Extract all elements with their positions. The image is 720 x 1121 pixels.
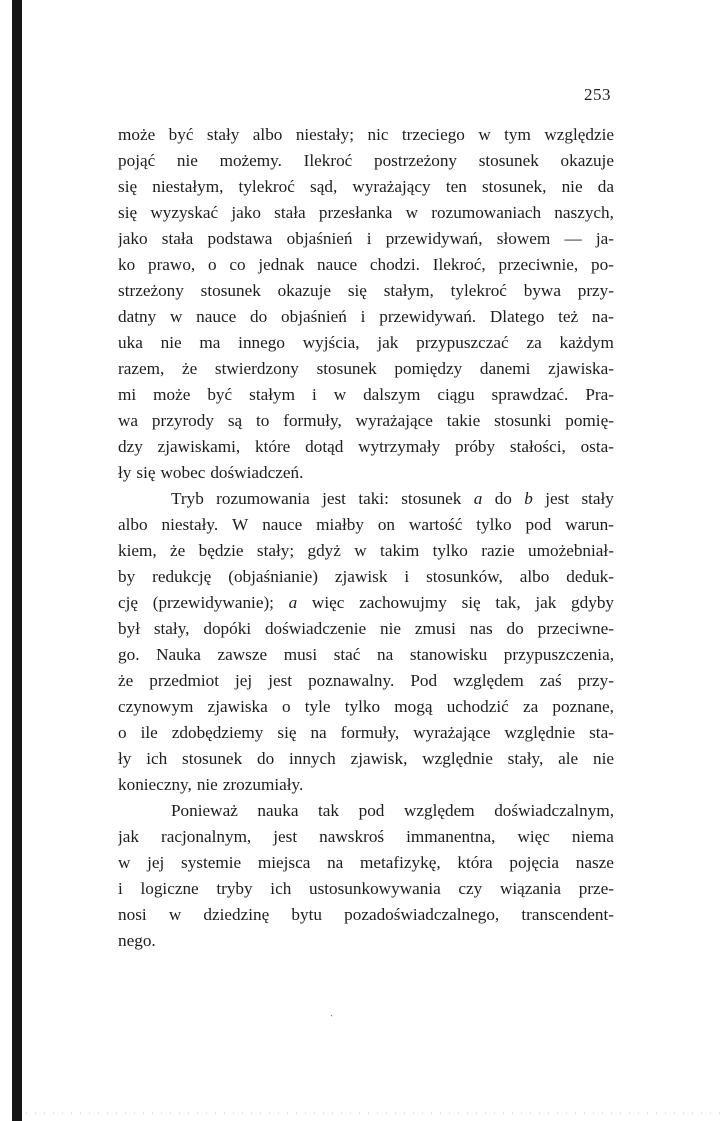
- word: ły: [118, 749, 132, 768]
- word: pomię-: [565, 411, 614, 430]
- word: razem,: [118, 359, 165, 378]
- word: nie: [379, 619, 401, 638]
- word: nie: [592, 749, 614, 768]
- word: objaśnień: [286, 229, 353, 248]
- word: za: [526, 333, 542, 352]
- word: względem: [453, 671, 524, 690]
- word: jej: [234, 671, 253, 690]
- word: wa: [118, 411, 139, 430]
- text-line: [118, 356, 614, 382]
- word: nawskroś: [319, 827, 385, 846]
- text-line: [118, 798, 614, 824]
- word: okazuje: [560, 151, 614, 170]
- text-line: [118, 590, 614, 616]
- word: prawo,: [147, 255, 196, 274]
- word: takim: [380, 541, 420, 560]
- word: się: [277, 723, 297, 742]
- word: tym: [504, 125, 531, 144]
- word: stałym,: [383, 281, 434, 300]
- word: doświadczeń.: [210, 463, 304, 482]
- word: niema: [571, 827, 614, 846]
- word: więc: [311, 593, 345, 612]
- word: stałym: [249, 385, 295, 404]
- text-line: [118, 226, 614, 252]
- word: miałby: [316, 515, 364, 534]
- word: ile: [140, 723, 158, 742]
- word: konieczny,: [118, 775, 192, 794]
- word: się: [118, 203, 138, 222]
- word: jednak: [258, 255, 305, 274]
- word: względem: [403, 801, 475, 820]
- paragraph: [118, 798, 614, 954]
- word: do: [506, 619, 524, 638]
- word: innego: [238, 333, 285, 352]
- word: by: [118, 567, 136, 586]
- word: czy: [458, 879, 483, 898]
- word: i: [118, 879, 123, 898]
- word: mi: [118, 385, 137, 404]
- word: pomiędzy: [394, 359, 463, 378]
- word: wobec: [160, 463, 206, 482]
- word: się: [136, 463, 156, 482]
- word: stały: [581, 489, 614, 508]
- word: jako: [118, 229, 148, 248]
- word: dopóki: [203, 619, 252, 638]
- word: tyle: [304, 697, 331, 716]
- word: zmusi: [414, 619, 456, 638]
- word: względnie: [422, 749, 493, 768]
- word: deduk-: [566, 567, 614, 586]
- word: bytu: [291, 905, 322, 924]
- word: nauka: [257, 801, 299, 820]
- text-line: [118, 772, 614, 798]
- text-line: [118, 850, 614, 876]
- word: metafizykę,: [360, 853, 441, 872]
- word: redukcję: [152, 567, 212, 586]
- word: wiązania: [499, 879, 562, 898]
- word: o: [281, 697, 291, 716]
- word: wyzyskać: [150, 203, 219, 222]
- word: przeciwnie,: [498, 255, 579, 274]
- word: gdyby: [571, 593, 614, 612]
- word: doświadczenie: [264, 619, 367, 638]
- word: za: [522, 697, 539, 716]
- word: chodzi.: [369, 255, 420, 274]
- word: zawsze: [217, 645, 268, 664]
- word: nie: [561, 177, 583, 196]
- word: uka: [118, 333, 143, 352]
- word: na: [377, 645, 394, 664]
- word: może: [118, 125, 156, 144]
- word: sta-: [589, 723, 614, 742]
- word: postrzeżony: [373, 151, 458, 170]
- word: przy-: [577, 281, 614, 300]
- word: gdyż: [307, 541, 341, 560]
- word: będzie: [198, 541, 244, 560]
- word: musi: [283, 645, 318, 664]
- word: pod: [525, 515, 552, 534]
- word: i: [311, 385, 317, 404]
- text-line: [118, 746, 614, 772]
- word: w: [354, 541, 367, 560]
- word: przypuszczenia,: [503, 645, 614, 664]
- word: niestałym,: [152, 177, 224, 196]
- word: do: [250, 307, 268, 326]
- word: w: [168, 905, 182, 924]
- word: przewidywań.: [379, 307, 477, 326]
- word: jak: [535, 593, 557, 612]
- word: Ponieważ: [171, 801, 238, 820]
- word: ja-: [595, 229, 614, 248]
- word: osta-: [580, 437, 614, 456]
- word: czynowym: [118, 697, 194, 716]
- word: możemy.: [219, 151, 282, 170]
- word: logiczne: [140, 879, 199, 898]
- text-line: [118, 564, 614, 590]
- word: stała: [161, 229, 194, 248]
- word: o: [208, 255, 217, 274]
- word: tylko: [476, 515, 512, 534]
- word: zjawisk: [334, 567, 388, 586]
- word: ko: [118, 255, 136, 274]
- word: względzie: [544, 125, 614, 144]
- word: immanentna,: [406, 827, 496, 846]
- word: niestały;: [295, 125, 355, 144]
- word: w: [118, 853, 131, 872]
- word: względnie: [504, 723, 576, 742]
- word: nauce: [317, 255, 358, 274]
- word: Dlatego: [489, 307, 545, 326]
- word: wytrzymały: [358, 437, 441, 456]
- word: być: [168, 125, 194, 144]
- word: stwierdzony: [214, 359, 299, 378]
- word: dzy: [118, 437, 143, 456]
- page-number: 253: [584, 85, 611, 104]
- word: był: [118, 619, 140, 638]
- word: takie: [446, 411, 481, 430]
- text-line: [118, 512, 614, 538]
- word: stosunek: [316, 359, 377, 378]
- word: albo: [519, 567, 550, 586]
- word: zjawiska: [207, 697, 268, 716]
- word: pojęcia: [509, 853, 560, 872]
- text-line: [118, 538, 614, 564]
- word: stały,: [507, 749, 544, 768]
- word: dotąd: [305, 437, 344, 456]
- text-line: [118, 902, 614, 928]
- word: w: [169, 307, 183, 326]
- word: stały,: [153, 619, 190, 638]
- word: tylko: [344, 697, 381, 716]
- word: transcendent-: [521, 905, 614, 924]
- word: zdobędziemy: [171, 723, 264, 742]
- word: ich: [270, 879, 292, 898]
- word: ich: [146, 749, 168, 768]
- word: są: [227, 411, 243, 430]
- word: nie: [176, 151, 198, 170]
- word: stać: [333, 645, 361, 664]
- word: Pod: [410, 671, 438, 690]
- word: po-: [590, 255, 614, 274]
- word: albo: [252, 125, 283, 144]
- word: więc: [517, 827, 550, 846]
- word: cję: [118, 593, 139, 612]
- word: strzeżony: [118, 281, 184, 300]
- word: jest: [322, 489, 346, 508]
- word: zjawisk,: [350, 749, 408, 768]
- word: formuły,: [283, 411, 342, 430]
- word: b: [524, 489, 533, 508]
- word: stosunek: [200, 281, 261, 300]
- word: umożebniał-: [528, 541, 614, 560]
- text-line: [118, 694, 614, 720]
- text-line: [118, 122, 614, 148]
- word: W: [232, 515, 249, 534]
- word: to: [256, 411, 270, 430]
- word: pod: [358, 801, 385, 820]
- word: doświadczalnym,: [494, 801, 614, 820]
- word: stały: [206, 125, 240, 144]
- word: —: [564, 229, 582, 248]
- word: (objaśnianie): [228, 567, 318, 586]
- word: słowem: [496, 229, 551, 248]
- word: stosunki: [494, 411, 552, 430]
- word: co: [229, 255, 246, 274]
- word: może: [153, 385, 191, 404]
- word: przyrody: [151, 411, 214, 430]
- word: wyjścia,: [302, 333, 360, 352]
- word: systemie: [181, 853, 242, 872]
- word: ustosunkowywania: [308, 879, 441, 898]
- word: wartość: [408, 515, 463, 534]
- ink-speck: ˏ: [330, 1006, 334, 1017]
- word: Nauka: [156, 645, 201, 664]
- word: racjonalnym,: [161, 827, 252, 846]
- word: nosi: [118, 905, 147, 924]
- word: tak: [318, 801, 340, 820]
- word: że: [118, 671, 134, 690]
- text-line: [118, 460, 614, 486]
- word: być: [207, 385, 233, 404]
- word: albo: [118, 515, 148, 534]
- text-line: [118, 200, 614, 226]
- word: da: [597, 177, 614, 196]
- text-line: [118, 876, 614, 902]
- word: zjawiska-: [548, 359, 614, 378]
- word: objaśnień: [281, 307, 347, 326]
- word: wyrażające: [355, 411, 433, 430]
- word: na: [310, 723, 327, 742]
- word: nauce: [262, 515, 303, 534]
- paragraph: [118, 122, 614, 486]
- text-line: [118, 148, 614, 174]
- word: datny: [118, 307, 157, 326]
- word: ten: [445, 177, 467, 196]
- word: w: [405, 203, 419, 222]
- word: on: [377, 515, 396, 534]
- word: też: [558, 307, 579, 326]
- word: przeciwne-: [537, 619, 614, 638]
- word: stanowisku: [409, 645, 488, 664]
- word: zaś: [539, 671, 562, 690]
- text-line: [118, 486, 614, 512]
- word: warun-: [565, 515, 614, 534]
- word: przypuszczać: [416, 333, 509, 352]
- text-line: [118, 824, 614, 850]
- word: nauce: [196, 307, 237, 326]
- text-line: [118, 382, 614, 408]
- word: do: [256, 749, 275, 768]
- word: próby: [455, 437, 496, 456]
- word: dalszym: [363, 385, 421, 404]
- word: tylekroć: [238, 177, 295, 196]
- word: taki:: [358, 489, 389, 508]
- word: tak,: [495, 593, 521, 612]
- word: i: [366, 229, 372, 248]
- text-line: [118, 330, 614, 356]
- word: się: [118, 177, 138, 196]
- word: nie: [160, 333, 182, 352]
- text-line: [118, 434, 614, 460]
- word: uchodzić: [446, 697, 509, 716]
- text-line: [118, 928, 614, 954]
- text-line: [118, 616, 614, 642]
- word: a: [288, 593, 298, 612]
- word: poznane,: [552, 697, 614, 716]
- word: do: [494, 489, 512, 508]
- word: Pra-: [585, 385, 614, 404]
- text-line: [118, 174, 614, 200]
- word: ale: [558, 749, 579, 768]
- word: sąd,: [310, 177, 338, 196]
- word: stosunek: [401, 489, 462, 508]
- word: na: [327, 853, 344, 872]
- word: danemi: [479, 359, 531, 378]
- word: zrozumiały.: [222, 775, 304, 794]
- scan-noise: [22, 1112, 720, 1114]
- word: i: [360, 307, 366, 326]
- word: Ilekroć,: [432, 255, 486, 274]
- word: w: [333, 385, 347, 404]
- word: się: [461, 593, 481, 612]
- word: o: [118, 723, 127, 742]
- paragraph: [118, 486, 614, 798]
- word: nie: [196, 775, 218, 794]
- word: (przewidywanie);: [152, 593, 274, 612]
- word: nas: [469, 619, 493, 638]
- word: które: [255, 437, 291, 456]
- word: przedmiot: [149, 671, 219, 690]
- word: przy-: [577, 671, 614, 690]
- word: każdym: [559, 333, 614, 352]
- word: zjawiskami,: [157, 437, 241, 456]
- word: że: [170, 541, 186, 560]
- word: zachowujmy: [359, 593, 447, 612]
- word: Tryb: [171, 489, 204, 508]
- word: a: [473, 489, 483, 508]
- word: stosunek: [478, 151, 539, 170]
- text-line: [118, 668, 614, 694]
- word: kiem,: [118, 541, 157, 560]
- word: tylekroć: [450, 281, 507, 300]
- word: wyrażające: [413, 723, 491, 742]
- word: jest: [273, 827, 298, 846]
- word: jak: [377, 333, 399, 352]
- word: prze-: [578, 879, 614, 898]
- word: poznawalny.: [308, 671, 395, 690]
- word: pojąć: [118, 151, 156, 170]
- text-line: [118, 278, 614, 304]
- word: i: [404, 567, 410, 586]
- word: rozumowania: [216, 489, 310, 508]
- word: jest: [545, 489, 570, 508]
- word: go.: [118, 645, 140, 664]
- word: stały;: [256, 541, 295, 560]
- word: tylko: [432, 541, 468, 560]
- word: miejsca: [257, 853, 311, 872]
- word: ma: [199, 333, 221, 352]
- text-line: [118, 720, 614, 746]
- word: sprawdzać.: [491, 385, 569, 404]
- text-line: [118, 252, 614, 278]
- word: w: [478, 125, 491, 144]
- word: pozadoświadczalnego,: [344, 905, 500, 924]
- word: razie: [481, 541, 515, 560]
- word: okazuje: [277, 281, 332, 300]
- word: innych: [288, 749, 336, 768]
- word: przewidywań,: [385, 229, 483, 248]
- word: jest: [268, 671, 293, 690]
- word: rozumowaniach: [431, 203, 542, 222]
- word: mogą: [394, 697, 433, 716]
- text-line: [118, 408, 614, 434]
- word: jako: [231, 203, 261, 222]
- word: Ilekroć: [303, 151, 353, 170]
- word: przesłanka: [318, 203, 393, 222]
- word: niestały.: [161, 515, 219, 534]
- word: formuły,: [340, 723, 400, 742]
- word: nego.: [118, 931, 156, 950]
- word: stała: [274, 203, 306, 222]
- word: ły: [118, 463, 132, 482]
- word: która: [457, 853, 493, 872]
- word: stałości,: [509, 437, 566, 456]
- text-line: [118, 642, 614, 668]
- word: bywa: [523, 281, 561, 300]
- word: że: [181, 359, 198, 378]
- word: jej: [147, 853, 165, 872]
- page-binding-edge: [12, 0, 22, 1121]
- page-body-text: [118, 122, 614, 954]
- text-line: [118, 304, 614, 330]
- word: dziedzinę: [203, 905, 270, 924]
- word: tryby: [216, 879, 253, 898]
- word: naszych,: [554, 203, 614, 222]
- word: jak: [118, 827, 139, 846]
- word: wyrażający: [352, 177, 431, 196]
- word: się: [347, 281, 367, 300]
- word: stosunek: [182, 749, 243, 768]
- word: stosunek,: [481, 177, 547, 196]
- word: stosunków,: [426, 567, 503, 586]
- word: nasze: [575, 853, 614, 872]
- word: ciągu: [437, 385, 475, 404]
- word: podstawa: [207, 229, 273, 248]
- word: nic: [367, 125, 389, 144]
- word: na-: [591, 307, 614, 326]
- word: trzeciego: [401, 125, 465, 144]
